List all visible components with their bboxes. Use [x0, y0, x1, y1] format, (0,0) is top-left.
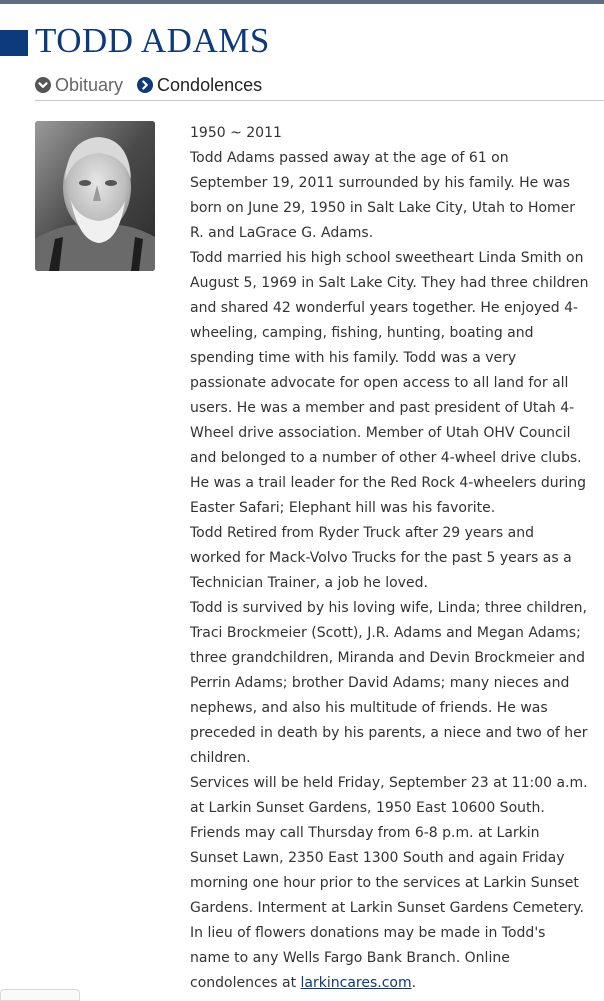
obituary-line: September 19, 2011 surrounded by his family. He was: [190, 175, 571, 191]
portrait-image: [35, 121, 155, 271]
obituary-line: wheeling, camping, fishing, hunting, boating and: [190, 325, 534, 341]
obituary-line: Friends may call Thursday from 6-8 p.m. at Larkin: [190, 825, 540, 841]
life-dates: 1950 ~ 2011: [190, 125, 282, 141]
obituary-line: Technician Trainer, a job he loved.: [190, 575, 428, 591]
obituary-line: August 5, 1969 in Salt Lake City. They had three children: [190, 275, 589, 291]
obituary-line: spending time with his family. Todd was a very: [190, 350, 517, 366]
obituary-line: Todd Adams passed away at the age of 61 on: [190, 150, 509, 166]
last-line-suffix: .: [411, 975, 417, 991]
obituary-line: three grandchildren, Miranda and Devin Brockmeier and: [190, 650, 586, 666]
obituary-line: He was a trail leader for the Red Rock 4-wheelers during: [190, 475, 587, 491]
last-line-prefix: condolences at: [190, 975, 301, 991]
obituary-line: Services will be held Friday, September 23 at 11:00 a.m.: [190, 775, 588, 791]
chevron-down-circle-icon: [35, 77, 51, 93]
obituary-line: passionate advocate for open access to all land for all: [190, 375, 569, 391]
obituary-body: [190, 146, 590, 971]
portrait-photo: [35, 121, 155, 271]
larkincares-link[interactable]: larkincares.com: [300, 975, 412, 991]
tab-obituary-label: Obituary: [55, 75, 124, 95]
obituary-line: Traci Brockmeier (Scott), J.R. Adams and Megan Adams;: [190, 625, 581, 641]
tab-condolences-label: Condolences: [157, 75, 263, 95]
tab-condolences[interactable]: [137, 73, 262, 97]
bottom-tab-stub: [0, 989, 80, 1001]
obituary-line: morning one hour prior to the services at Larkin Sunset: [190, 875, 579, 891]
obituary-tabs: [35, 72, 262, 98]
chevron-right-circle-icon: [137, 77, 153, 93]
tabs-divider: [35, 100, 604, 101]
obituary-line: worked for Mack-Volvo Trucks for the past 5 years as a: [190, 550, 572, 566]
obituary-line: In lieu of flowers donations may be made in Todd's: [190, 925, 546, 941]
obituary-line: and belonged to a number of other 4-wheel drive clubs.: [190, 450, 582, 466]
obituary-line: users. He was a member and past president of Utah 4-: [190, 400, 575, 416]
obituary-text: [190, 121, 590, 996]
obituary-last-line: [190, 971, 590, 996]
obituary-line: Wheel drive association. Member of Utah OHV Council: [190, 425, 571, 441]
obituary-line: Perrin Adams; brother David Adams; many nieces and: [190, 675, 570, 691]
obituary-line: preceded in death by his parents, a niece and two of her: [190, 725, 588, 741]
page-title: TODD ADAMS: [35, 21, 270, 60]
obituary-line: R. and LaGrace G. Adams.: [190, 225, 374, 241]
obituary-line: Todd Retired from Ryder Truck after 29 years and: [190, 525, 534, 541]
obituary-line: born on June 29, 1950 in Salt Lake City, Utah to Homer: [190, 200, 576, 216]
obituary-line: Sunset Lawn, 2350 East 1300 South and again Friday: [190, 850, 565, 866]
obituary-line: Gardens. Interment at Larkin Sunset Gardens Cemetery.: [190, 900, 584, 916]
obituary-line: children.: [190, 750, 251, 766]
obituary-line: at Larkin Sunset Gardens, 1950 East 10600 South.: [190, 800, 545, 816]
obituary-line: Easter Safari; Elephant hill was his favorite.: [190, 500, 496, 516]
obituary-line: nephews, and also his multitude of friends. He was: [190, 700, 548, 716]
obituary-line: name to any Wells Fargo Bank Branch. Online: [190, 950, 510, 966]
top-rule: [0, 0, 604, 4]
obituary-line: and shared 42 wonderful years together. He enjoyed 4-: [190, 300, 579, 316]
obituary-line: Todd is survived by his loving wife, Linda; three children,: [190, 600, 587, 616]
obituary-line: Todd married his high school sweetheart Linda Smith on: [190, 250, 584, 266]
title-accent-block: [0, 30, 28, 56]
tab-obituary[interactable]: [35, 73, 123, 97]
